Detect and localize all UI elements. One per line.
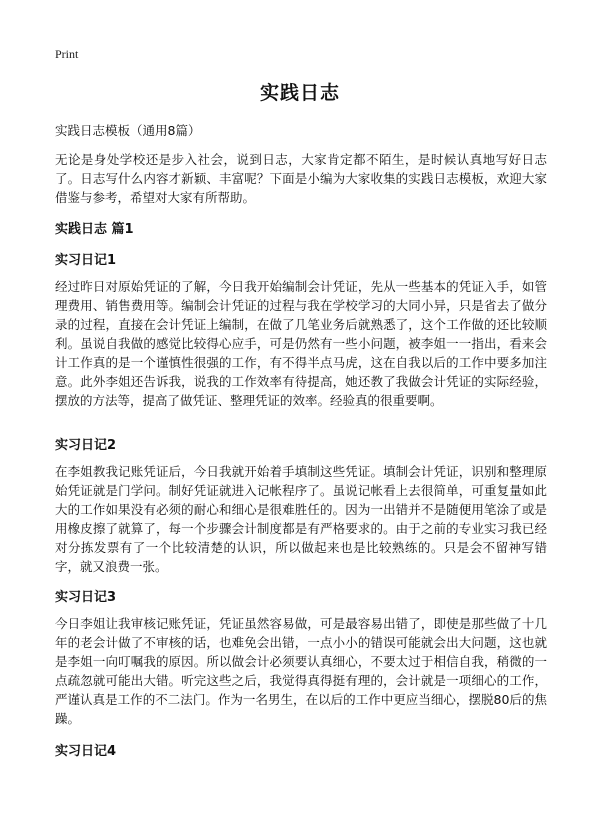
entry-body-3: 今日李姐让我审核记账凭证，凭证虽然容易做，可是最容易出错了，即使是那些做了十几年的老会计做了不审核的话，也难免会出错，一点小小的错误可能就会出大问题，这也就是李姐一向叮嘱我的原因。所以做会计必须要认真细心，不要太过于相信自我，稍微的一点疏忽就可能出大错。听完这些之后，我觉得真得挺有理的，会计就是一项细心的工作，严谨认真是工作的不二法门。作为一名男生，在以后的工作中更应当细心，摆脱80后的焦躁。	[55, 616, 547, 726]
document-subtitle: 实践日志模板（通用8篇）	[55, 123, 201, 138]
page-title: 实践日志	[259, 82, 340, 104]
intro-paragraph: 无论是身处学校还是步入社会，说到日志，大家肯定都不陌生，是时候认真地写好日志了。日志写什么内容才新颖、丰富呢？下面是小编为大家收集的实践日志模板，欢迎大家借鉴与参考，希望对大家有所帮助。	[55, 152, 547, 205]
print-link[interactable]: Print	[55, 47, 79, 61]
section-heading: 实践日志 篇1	[55, 222, 134, 237]
entry-body-2: 在李姐教我记账凭证后，今日我就开始着手填制这些凭证。填制会计凭证，识别和整理原始凭证就是门学问。制好凭证就进入记帐程序了。虽说记帐看上去很简单，可重复量如此大的工作如果没有必须的耐心和细心是很难胜任的。因为一出错并不是随便用笔涂了或是用橡皮擦了就算了，每一个步骤会计制度都是有严格要求的。由于之前的专业实习我已经对分拣发票有了一个比较清楚的认识，所以做起来也是比较熟练的。只是会不留神写错字，就又浪费一张。	[55, 464, 547, 574]
entry-heading-1: 实习日记1	[55, 253, 117, 268]
entry-heading-4: 实习日记4	[55, 744, 117, 759]
entry-body-1: 经过昨日对原始凭证的了解，今日我开始编制会计凭证，先从一些基本的凭证入手，如管理费用、销售费用等。编制会计凭证的过程与我在学校学习的大同小异，只是省去了做分录的过程，直接在会计凭证上编制，在做了几笔业务后就熟悉了，这个工作做的还比较顺利。虽说自我做的感觉比较得心应手，可是仍然有一些小问题，被李姐一一指出，看来会计工作真的是一个谨慎性很强的工作，有不得半点马虎，这在自我以后的工作中要多加注意。此外李姐还告诉我，说我的工作效率有待提高，她还教了我做会计凭证的实际经验，摆放的方法等，提高了做凭证、整理凭证的效率。经验真的很重要啊。	[55, 279, 547, 408]
entry-heading-2: 实习日记2	[55, 438, 117, 453]
entry-heading-3: 实习日记3	[55, 590, 117, 605]
